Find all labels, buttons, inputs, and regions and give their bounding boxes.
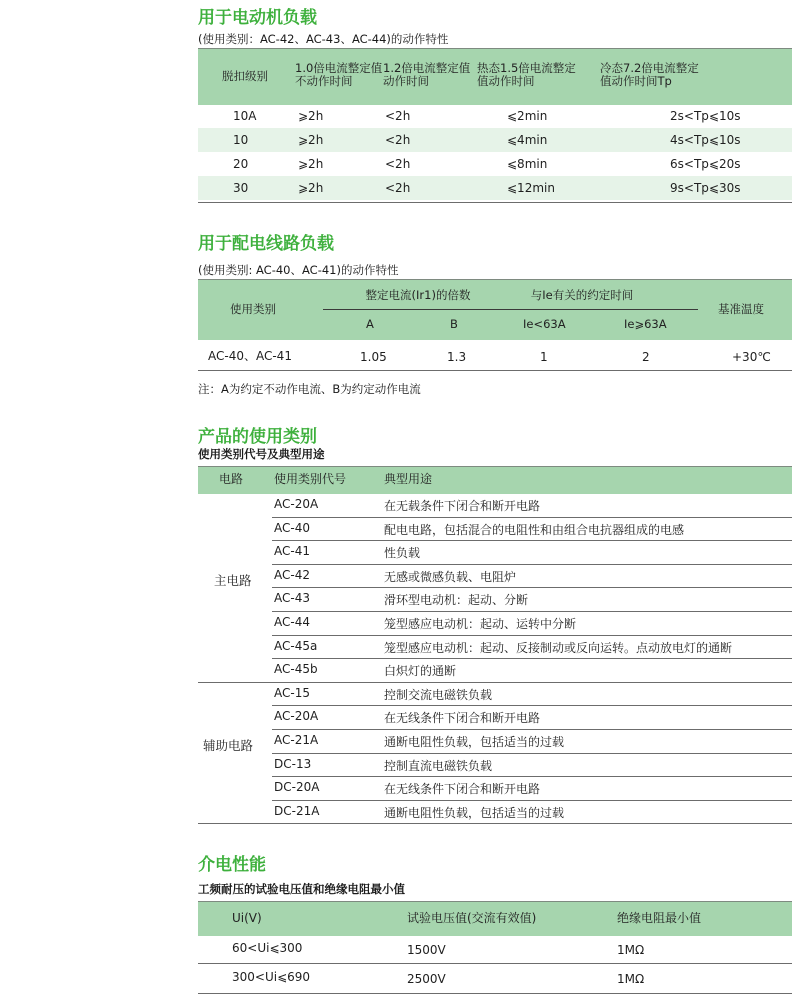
motor-table-cell: 30 xyxy=(233,181,249,195)
categories-row-line xyxy=(272,540,792,541)
categories-row-line xyxy=(272,564,792,565)
dielectric-row-line xyxy=(198,963,792,964)
distribution-header-category: 使用类别 xyxy=(230,302,276,316)
distribution-subheader-ie-lt-63: Ie<63A xyxy=(523,317,566,331)
motor-table-cell: 6s<Tp⩽20s xyxy=(670,157,741,171)
distribution-subheader-b: B xyxy=(450,317,458,331)
categories-cell-code: AC-40 xyxy=(274,520,310,535)
motor-table-cell: 9s<Tp⩽30s xyxy=(670,181,741,195)
categories-header-code: 使用类别代号 xyxy=(274,472,347,486)
categories-cell-usage: 无感或微感负载、电阻炉 xyxy=(384,569,517,584)
categories-group-aux: 辅助电路 xyxy=(203,738,254,753)
motor-table-cell: ⩽12min xyxy=(507,181,555,195)
dielectric-header-insulation: 绝缘电阻最小值 xyxy=(617,911,702,925)
section-subtitle-dielectric: 工频耐压的试验电压值和绝缘电阻最小值 xyxy=(198,882,405,896)
categories-row-line xyxy=(272,705,792,706)
motor-table-cell: ⩽4min xyxy=(507,133,548,147)
section-title-dielectric: 介电性能 xyxy=(198,855,266,875)
motor-table-cell: ⩾2h xyxy=(298,133,324,147)
categories-row-line xyxy=(272,753,792,754)
section-title-distribution: 用于配电线路负载 xyxy=(198,234,334,254)
motor-table-cell: 2s<Tp⩽10s xyxy=(670,109,741,123)
categories-cell-usage: 白炽灯的通断 xyxy=(384,664,457,679)
dielectric-cell: 300<Ui⩽690 xyxy=(232,970,311,984)
motor-table-cell: <2h xyxy=(385,109,411,123)
categories-cell-code: AC-21A xyxy=(274,733,319,747)
categories-cell-code: AC-42 xyxy=(274,567,310,582)
categories-cell-usage: 滑环型电动机：起动、分断 xyxy=(384,593,529,608)
categories-cell-usage: 笼型感应电动机：起动、运转中分断 xyxy=(384,617,577,631)
motor-table-cell: ⩾2h xyxy=(298,109,324,123)
distribution-cell-category: AC-40、AC-41 xyxy=(208,349,292,363)
categories-cell-usage: 笼型感应电动机：起动、反接制动或反向运转。点动放电灯的通断 xyxy=(384,640,733,655)
categories-row-line xyxy=(198,823,792,824)
categories-cell-code: AC-20A xyxy=(274,497,319,511)
motor-table-cell: ⩽2min xyxy=(507,109,548,123)
categories-group-main: 主电路 xyxy=(214,573,252,588)
categories-cell-code: AC-15 xyxy=(274,685,310,700)
section-title-motor: 用于电动机负载 xyxy=(198,8,317,28)
categories-cell-usage: 配电电路，包括混合的电阻性和由组合电抗器组成的电感 xyxy=(384,522,685,537)
categories-row-line xyxy=(272,658,792,659)
motor-table-cell: <2h xyxy=(385,133,411,147)
categories-row-line xyxy=(272,635,792,636)
distribution-cell-a: 1.05 xyxy=(360,350,387,364)
categories-cell-code: AC-41 xyxy=(274,544,310,559)
distribution-table-bottom-line xyxy=(198,370,792,371)
categories-cell-code: AC-45a xyxy=(274,638,318,653)
distribution-cell-b: 1.3 xyxy=(447,350,467,364)
dielectric-header-test-voltage: 试验电压值(交流有效值) xyxy=(407,911,537,925)
motor-header-col3: 1.2倍电流整定值 动作时间 xyxy=(383,61,471,88)
motor-table-cell: <2h xyxy=(385,181,411,195)
motor-table-cell: <2h xyxy=(385,157,411,171)
categories-cell-code: AC-43 xyxy=(274,591,310,606)
motor-table-cell: 20 xyxy=(233,157,249,171)
categories-cell-usage: 通断电阻性负载，包括适当的过载 xyxy=(384,805,565,820)
categories-row-line xyxy=(272,729,792,730)
section-subtitle-motor: (使用类别：AC-42、AC-43、AC-44)的动作特性 xyxy=(198,32,449,46)
distribution-subheader-ie-ge-63: Ie⩾63A xyxy=(624,317,667,331)
categories-cell-code: DC-20A xyxy=(274,780,320,795)
dielectric-table-bottom-line xyxy=(198,993,792,994)
dielectric-cell: 60<Ui⩽300 xyxy=(232,941,303,955)
section-subtitle-distribution: (使用类别: AC-40、AC-41)的动作特性 xyxy=(198,263,399,277)
categories-cell-usage: 在无线条件下闭合和断开电路 xyxy=(384,782,541,797)
categories-cell-code: AC-44 xyxy=(274,615,310,629)
categories-cell-code: AC-45b xyxy=(274,662,318,677)
categories-cell-usage: 控制交流电磁铁负载 xyxy=(384,687,493,702)
categories-row-line xyxy=(272,587,792,588)
categories-cell-code: AC-20A xyxy=(274,709,319,724)
categories-cell-code: DC-13 xyxy=(274,756,312,771)
section-subtitle-categories: 使用类别代号及典型用途 xyxy=(198,447,325,461)
dielectric-cell: 1500V xyxy=(407,943,446,957)
section-title-categories: 产品的使用类别 xyxy=(198,427,317,447)
dielectric-cell: 1MΩ xyxy=(617,972,645,986)
distribution-header-divider xyxy=(323,309,698,310)
distribution-cell-ie-ge-63: 2 xyxy=(642,350,650,364)
motor-table-cell: 10 xyxy=(233,133,249,147)
motor-header-col4: 热态1.5倍电流整定 值动作时间 xyxy=(477,61,576,88)
motor-table-cell: ⩾2h xyxy=(298,181,324,195)
categories-header-usage: 典型用途 xyxy=(384,472,433,486)
motor-header-col2: 1.0倍电流整定值 不动作时间 xyxy=(295,61,383,88)
motor-header-col5: 冷态7.2倍电流整定 值动作时间Tp xyxy=(600,61,699,88)
categories-row-line xyxy=(272,776,792,777)
categories-cell-usage: 在无线条件下闭合和断开电路 xyxy=(384,711,541,726)
motor-table-cell: ⩾2h xyxy=(298,157,324,171)
distribution-header-time: 与Ie有关的约定时间 xyxy=(530,288,634,302)
distribution-cell-temp: +30℃ xyxy=(732,350,771,364)
motor-table-bottom-line xyxy=(198,202,792,203)
motor-header-trip-class: 脱扣级别 xyxy=(222,69,268,83)
distribution-header-temp: 基准温度 xyxy=(718,302,764,316)
categories-cell-usage: 控制直流电磁铁负载 xyxy=(384,758,493,773)
distribution-header-multiple: 整定电流(Ir1)的倍数 xyxy=(365,288,471,302)
motor-table-cell: 4s<Tp⩽10s xyxy=(670,133,741,147)
categories-row-line xyxy=(272,800,792,801)
categories-cell-usage: 性负载 xyxy=(384,546,421,561)
motor-table-cell: 10A xyxy=(233,109,257,123)
categories-cell-usage: 通断电阻性负载，包括适当的过载 xyxy=(384,735,565,749)
motor-table-cell: ⩽8min xyxy=(507,157,548,171)
distribution-note: 注：A为约定不动作电流、B为约定动作电流 xyxy=(198,382,421,396)
distribution-cell-ie-lt-63: 1 xyxy=(540,350,548,364)
dielectric-header-ui: Ui(V) xyxy=(232,911,262,925)
categories-row-line xyxy=(198,682,792,683)
distribution-subheader-a: A xyxy=(366,317,374,331)
dielectric-cell: 2500V xyxy=(407,972,446,986)
categories-row-line xyxy=(272,517,792,518)
categories-cell-code: DC-21A xyxy=(274,803,320,818)
categories-cell-usage: 在无载条件下闭合和断开电路 xyxy=(384,499,541,513)
dielectric-cell: 1MΩ xyxy=(617,943,645,957)
categories-row-line xyxy=(272,611,792,612)
categories-header-circuit: 电路 xyxy=(219,472,244,486)
